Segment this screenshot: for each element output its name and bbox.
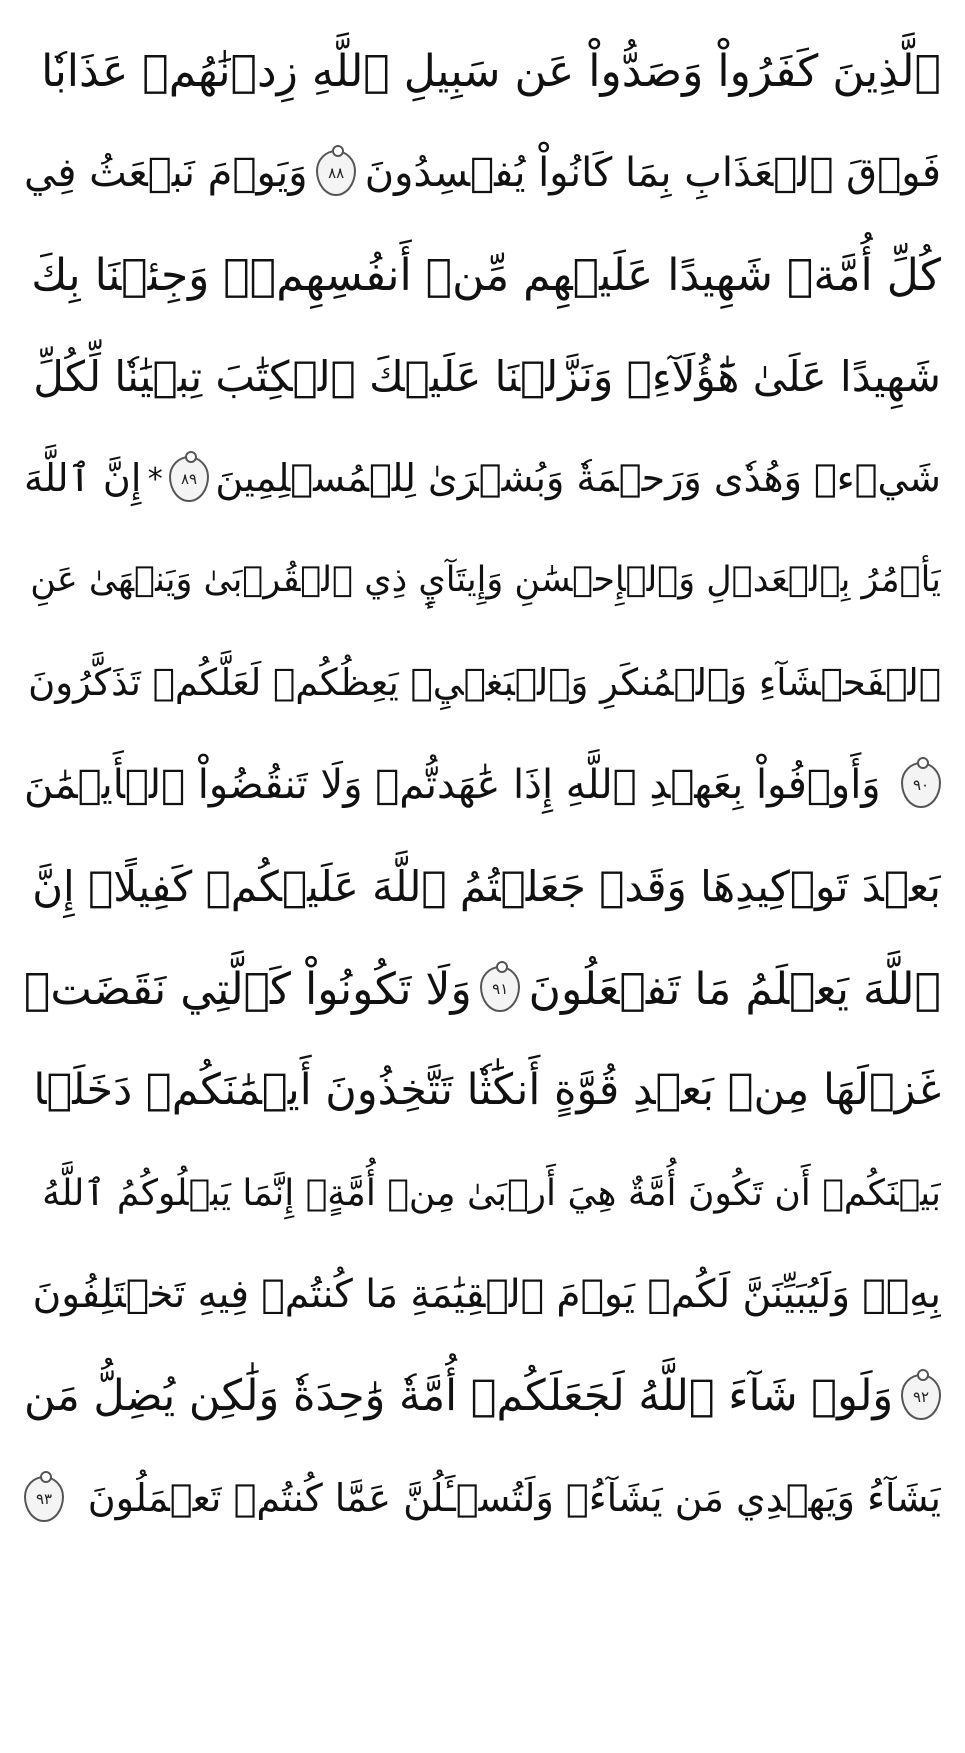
verse-line bbox=[24, 530, 941, 632]
verse-text: إِنَّ ٱللَّهَ bbox=[24, 456, 142, 501]
verse-text: وَلَا تَكُونُواْ كَٱلَّتِي نَقَضَتۡ bbox=[24, 963, 472, 1015]
verse-line bbox=[24, 326, 941, 428]
ayah-number: ٩٢ bbox=[912, 1387, 930, 1406]
verse-text: بِهِۦۚ وَلَيُبَيِّنَنَّ لَكُمۡ يَوۡمَ ٱلۡقِيَٰمَةِ مَا كُنتُمۡ فِيهِ تَخۡتَلِفُونَ bbox=[32, 1271, 941, 1317]
verse-text: بَعۡدَ تَوۡكِيدِهَا وَقَدۡ جَعَلۡتُمُ ٱللَّهَ عَلَيۡكُمۡ كَفِيلًاۚ إِنَّ bbox=[32, 861, 941, 911]
verse-line bbox=[24, 1448, 941, 1550]
ayah-number: ٩٠ bbox=[912, 775, 930, 794]
verse-line bbox=[24, 1142, 941, 1244]
verse-line bbox=[24, 632, 941, 734]
verse-text: شَيۡءٖ وَهُدٗى وَرَحۡمَةٗ وَبُشۡرَىٰ لِلۡمُسۡلِمِينَ bbox=[215, 456, 941, 501]
verse-line bbox=[24, 1040, 941, 1142]
verse-text: وَأَوۡفُواْ بِعَهۡدِ ٱللَّهِ إِذَا عَٰهَدتُّمۡ وَلَا تَنقُضُواْ ٱلۡأَيۡمَٰنَ bbox=[24, 762, 881, 808]
verse-line bbox=[24, 428, 941, 530]
verse-text: يَأۡمُرُ بِٱلۡعَدۡلِ وَٱلۡإِحۡسَٰنِ وَإِيتَآيِٕ ذِي ٱلۡقُرۡبَىٰ وَيَنۡهَىٰ عَنِ bbox=[30, 560, 941, 601]
ayah-number: ٩١ bbox=[492, 979, 509, 998]
ayah-number-marker bbox=[169, 456, 209, 502]
ayah-number-marker bbox=[901, 1374, 941, 1420]
verse-line bbox=[24, 938, 941, 1040]
verse-line bbox=[24, 734, 941, 836]
verse-line bbox=[24, 122, 941, 224]
ayah-number: ٩٣ bbox=[35, 1489, 53, 1508]
verse-text: وَلَوۡ شَآءَ ٱللَّهُ لَجَعَلَكُمۡ أُمَّةٗ وَٰحِدَةٗ وَلَٰكِن يُضِلُّ مَن bbox=[24, 1371, 894, 1422]
ayah-number: ٨٨ bbox=[328, 163, 345, 182]
verse-text: فَوۡقَ ٱلۡعَذَابِ بِمَا كَانُواْ يُفۡسِدُونَ bbox=[364, 150, 941, 196]
verse-line bbox=[24, 20, 941, 122]
verse-text: يَشَآءُ وَيَهۡدِي مَن يَشَآءُۚ وَلَتُسۡـَٔلُنَّ عَمَّا كُنتُمۡ تَعۡمَلُونَ bbox=[87, 1476, 941, 1521]
ayah-number-marker bbox=[901, 762, 941, 808]
verse-line bbox=[24, 1244, 941, 1346]
ayah-number-marker bbox=[24, 1476, 64, 1522]
verse-text: غَزۡلَهَا مِنۢ بَعۡدِ قُوَّةٍ أَنكَٰثٗا تَتَّخِذُونَ أَيۡمَٰنَكُمۡ دَخَلَۢا bbox=[33, 1065, 941, 1116]
verse-text: شَهِيدًا عَلَىٰ هَٰٓؤُلَآءِۚ وَنَزَّلۡنَا عَلَيۡكَ ٱلۡكِتَٰبَ تِبۡيَٰنٗا لِّكُلِّ bbox=[33, 351, 941, 401]
verse-text: بَيۡنَكُمۡ أَن تَكُونَ أُمَّةٌ هِيَ أَرۡبَىٰ مِنۡ أُمَّةٍۚ إِنَّمَا يَبۡلُوكُمُ ٱللَّهُ bbox=[42, 1172, 941, 1214]
verse-line bbox=[24, 836, 941, 938]
verse-line bbox=[24, 224, 941, 326]
ayah-number-marker bbox=[316, 150, 356, 196]
verse-text: ٱللَّهَ يَعۡلَمُ مَا تَفۡعَلُونَ bbox=[528, 963, 941, 1015]
ayah-number-marker bbox=[480, 966, 520, 1012]
verse-text: ٱلۡفَحۡشَآءِ وَٱلۡمُنكَرِ وَٱلۡبَغۡيِۚ يَعِظُكُمۡ لَعَلَّكُمۡ تَذَكَّرُونَ bbox=[28, 660, 941, 704]
ayah-number: ٨٩ bbox=[180, 469, 198, 488]
verse-text: وَيَوۡمَ نَبۡعَثُ فِي bbox=[24, 150, 308, 196]
verse-text: ٱلَّذِينَ كَفَرُواْ وَصَدُّواْ عَن سَبِيلِ ٱللَّهِ زِدۡنَٰهُمۡ عَذَابٗا bbox=[41, 45, 941, 97]
verse-line bbox=[24, 1346, 941, 1448]
verse-text: كُلِّ أُمَّةٖ شَهِيدًا عَلَيۡهِم مِّنۡ أَنفُسِهِمۡۖ وَجِئۡنَا بِكَ bbox=[31, 249, 941, 301]
hizb-star-icon: * bbox=[147, 461, 163, 497]
